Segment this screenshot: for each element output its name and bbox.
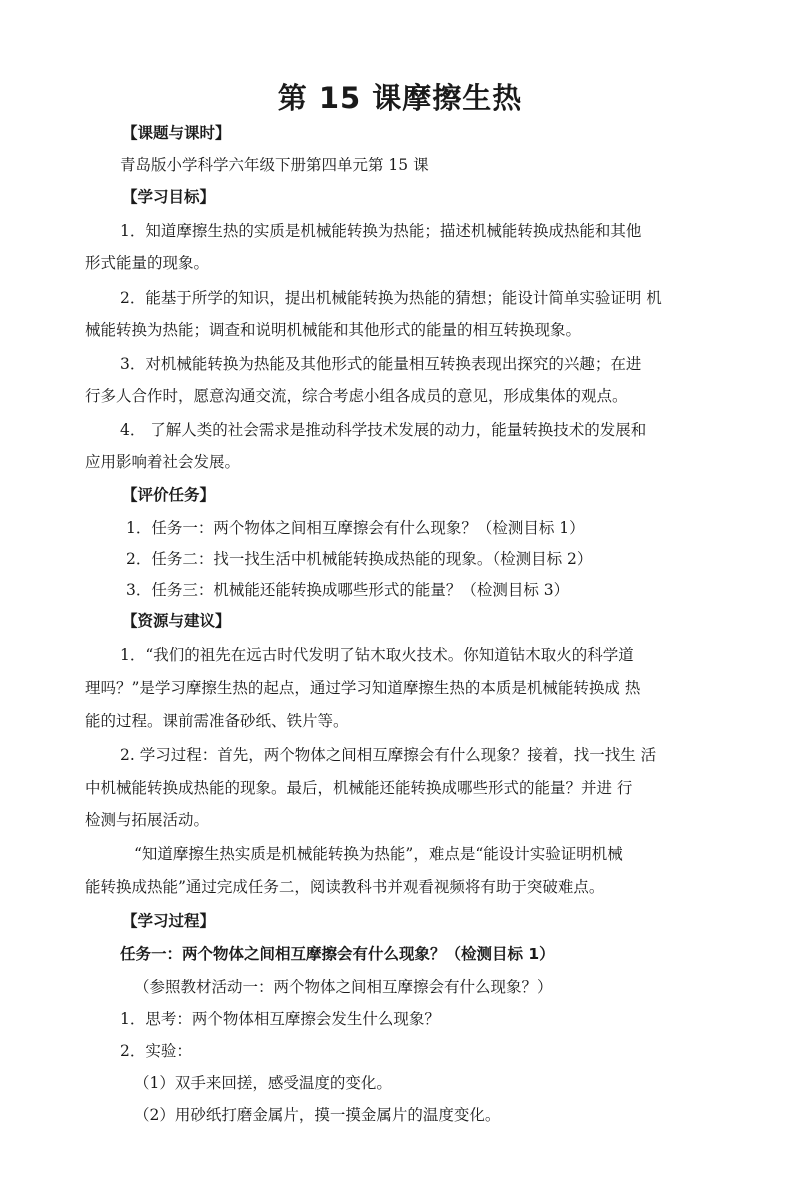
eval-task-2: 2．任务二：找一找生活中机械能转换成热能的现象。（检测目标 2） (126, 550, 593, 568)
goal-4-line-2: 应用影响着社会发展。 (85, 453, 241, 471)
section-heading-process: 【学习过程】 (122, 912, 216, 930)
section-heading-evaluation: 【评价任务】 (122, 486, 216, 504)
topic-text: 青岛版小学科学六年级下册第四单元第 15 课 (120, 156, 429, 174)
goal-2-line-2: 械能转换为热能；调查和说明机械能和其他形式的能量的相互转换现象。 (85, 321, 582, 339)
page-title: 第 15 课摩擦生热 (277, 81, 523, 115)
goal-4-line-1: 4． 了解人类的社会需求是推动科学技术发展的动力，能量转换技术的发展和 (120, 421, 647, 439)
section-heading-goals: 【学习目标】 (122, 188, 216, 206)
resource-2-line-1: 2. 学习过程：首先，两个物体之间相互摩擦会有什么现象？接着，找一找生 活 (120, 746, 657, 764)
resource-2-line-3: 检测与拓展活动。 (85, 811, 210, 829)
step-1-think: 1．思考：两个物体相互摩擦会发生什么现象？ (120, 1010, 440, 1028)
goal-2-line-1: 2．能基于所学的知识，提出机械能转换为热能的猜想；能设计简单实验证明 机 (120, 289, 662, 307)
resource-3-line-2: 能转换成热能”通过完成任务二，阅读教科书并观看视频将有助于突破难点。 (85, 878, 605, 896)
goal-1-line-2: 形式能量的现象。 (85, 254, 210, 272)
resource-2-line-2: 中机械能转换成热能的现象。最后，机械能还能转换成哪些形式的能量？并进 行 (85, 779, 633, 797)
sub-step-1: （1）双手来回搓，感受温度的变化。 (134, 1074, 392, 1092)
section-heading-topic: 【课题与课时】 (122, 124, 231, 142)
goal-3-line-1: 3．对机械能转换为热能及其他形式的能量相互转换表现出探究的兴趣；在进 (120, 355, 642, 373)
sub-step-2: （2）用砂纸打磨金属片，摸一摸金属片的温度变化。 (134, 1106, 501, 1124)
section-heading-resources: 【资源与建议】 (122, 612, 231, 630)
resource-1-line-3: 能的过程。课前需准备砂纸、铁片等。 (85, 712, 349, 730)
eval-task-1: 1．任务一：两个物体之间相互摩擦会有什么现象？（检测目标 1） (126, 519, 585, 537)
resource-1-line-1: 1．“我们的祖先在远古时代发明了钻木取火技术。你知道钻木取火的科学道 (120, 646, 634, 664)
resource-3-line-1: “知道摩擦生热实质是机械能转换为热能”，难点是“能设计实验证明机械 (134, 845, 623, 863)
resource-1-line-2: 理吗？”是学习摩擦生热的起点，通过学习知道摩擦生热的本质是机械能转换成 热 (85, 679, 641, 697)
task-1-reference: （参照教材活动一：两个物体之间相互摩擦会有什么现象？） (134, 978, 553, 996)
goal-3-line-2: 行多人合作时，愿意沟通交流，综合考虑小组各成员的意见，形成集体的观点。 (85, 387, 628, 405)
step-2-experiment: 2．实验： (120, 1042, 192, 1060)
goal-1-line-1: 1．知道摩擦生热的实质是机械能转换为热能；描述机械能转换成热能和其他 (120, 222, 642, 240)
task-1-title: 任务一：两个物体之间相互摩擦会有什么现象？（检测目标 1） (120, 945, 555, 963)
eval-task-3: 3．任务三：机械能还能转换成哪些形式的能量？（检测目标 3） (126, 581, 570, 599)
